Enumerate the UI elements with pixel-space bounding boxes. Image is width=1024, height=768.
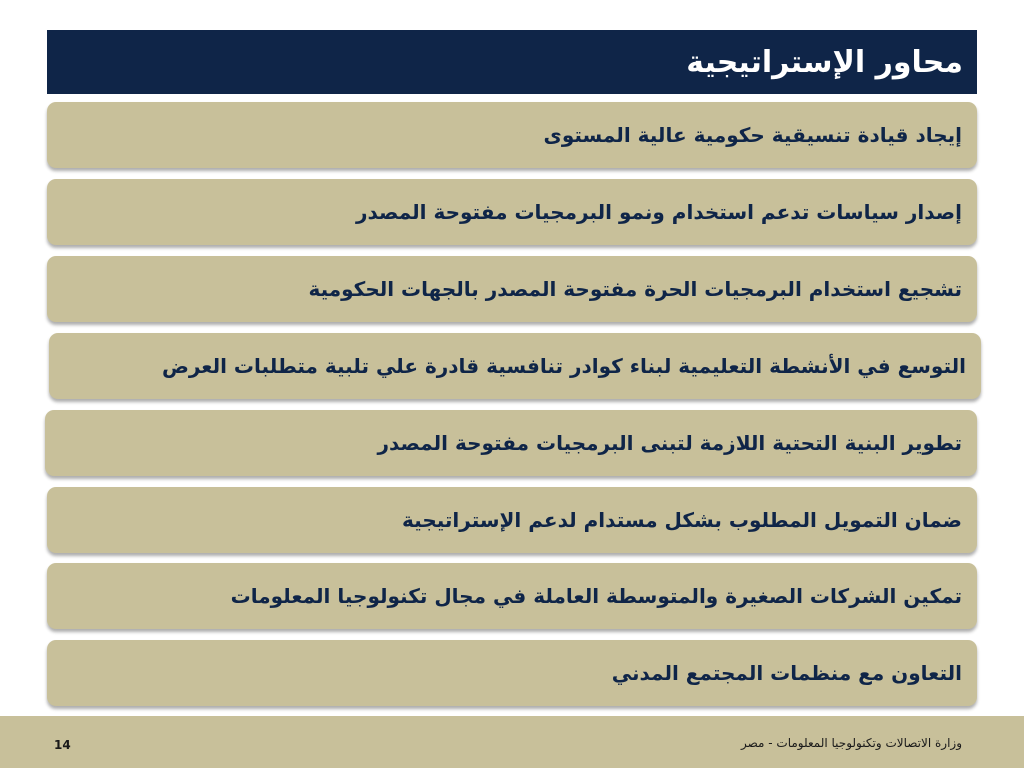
- strategy-item: [47, 179, 977, 245]
- strategy-item-text: ضمان التمويل المطلوب بشكل مستدام لدعم الإستراتيجية: [402, 508, 962, 532]
- strategy-item: [45, 410, 977, 476]
- strategy-item-text: إصدار سياسات تدعم استخدام ونمو البرمجيات مفتوحة المصدر: [355, 200, 962, 224]
- strategy-item-text: التوسع في الأنشطة التعليمية لبناء كوادر تنافسية قادرة علي تلبية متطلبات العرض: [161, 354, 966, 378]
- slide-title: محاور الإستراتيجية: [686, 44, 963, 80]
- page-number: 14: [54, 738, 71, 752]
- strategy-item: [47, 563, 977, 629]
- strategy-item: [47, 256, 977, 322]
- strategy-item-text: إيجاد قيادة تنسيقية حكومية عالية المستوى: [543, 123, 962, 147]
- strategy-item-text: تمكين الشركات الصغيرة والمتوسطة العاملة في مجال تكنولوجيا المعلومات: [230, 584, 962, 608]
- strategy-item-text: التعاون مع منظمات المجتمع المدني: [611, 661, 962, 685]
- strategy-item-text: تشجيع استخدام البرمجيات الحرة مفتوحة المصدر بالجهات الحكومية: [308, 277, 962, 301]
- strategy-item: [47, 487, 977, 553]
- footer-ministry-text: وزارة الاتصالات وتكنولوجيا المعلومات - مصر: [741, 736, 962, 750]
- strategy-item-text: تطوير البنية التحتية اللازمة لتبنى البرمجيات مفتوحة المصدر: [377, 431, 962, 455]
- strategy-item: [47, 640, 977, 706]
- strategy-item: [47, 102, 977, 168]
- footer-bar: [0, 716, 1024, 768]
- strategy-item: [49, 333, 981, 399]
